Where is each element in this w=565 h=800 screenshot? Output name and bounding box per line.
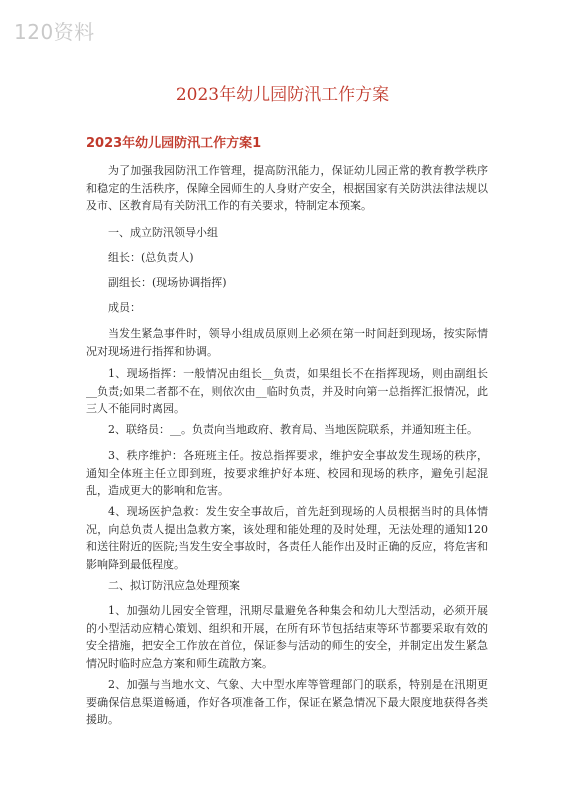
document-title: 2023年幼儿园防汛工作方案 [175, 85, 390, 105]
paragraph-item-command: 1、现场指挥：一般情况由组长__负责，如果组长不在指挥现场，则由副组长__负责;如果二者都不在，则依次由__临时负责，并及时向第一总指挥汇报情况，此三人不能同时离园。 [86, 367, 488, 415]
paragraph-item-liaison: 2、联络员：__。负责向当地政府、教育局、当地医院联系，并通知班主任。 [108, 423, 478, 436]
paragraph-deputy: 副组长：(现场协调指挥) [108, 276, 227, 289]
paragraph-plan-2: 2、加强与当地水文、气象、大中型水库等管理部门的联系，特别是在汛期更要确保信息渠道畅通，作好各项准备工作，保证在紧急情况下最大限度地获得各类援助。 [86, 678, 488, 726]
paragraph-emergency: 当发生紧急事件时，领导小组成员原则上必须在第一时间赶到现场，按实际情况对现场进行指挥和协调。 [86, 327, 488, 358]
paragraph-item-medical: 4、现场医护急救：发生安全事故后，首先赶到现场的人员根据当时的具体情况，向总负责人提出急救方案，该处理和能处理的及时处理，无法处理的通知120和送往附近的医院;当发生安全事故时，各责任人能作出及时正确的反应，将危害和影响降到最低程度。 [86, 505, 488, 571]
section-heading: 2023年幼儿园防汛工作方案1 [86, 136, 262, 151]
paragraph-members: 成员： [108, 301, 141, 314]
paragraph-plan-1: 1、加强幼儿园安全管理，汛期尽量避免各种集会和幼儿大型活动，必须开展的小型活动应精心策划、组织和开展，在所有环节包括结束等环节都要采取有效的安全措施，把安全工作放在首位，保证参与活动的师生的安全，并制定出发生紧急情况时临时应急方案和师生疏散方案。 [86, 604, 488, 670]
watermark-logo: 120资料 [14, 20, 95, 44]
paragraph-item-order: 3、秩序维护：各班班主任。按总指挥要求，维护安全事故发生现场的秩序，通知全体班主任立即到班，按要求维护好本班、校园和现场的秩序，避免引起混乱，造成更大的影响和危害。 [86, 449, 488, 497]
paragraph-leader: 组长：(总负责人) [108, 251, 194, 264]
paragraph-intro: 为了加强我园防汛工作管理，提高防汛能力，保证幼儿园正常的教育教学秩序和稳定的生活秩序，保障全园师生的人身财产安全，根据国家有关防洪法律法规以及市、区教育局有关防汛工作的有关要求，特制定本预案。 [86, 164, 488, 212]
paragraph-heading-2: 二、拟订防汛应急处理预案 [108, 579, 240, 592]
paragraph-heading-1: 一、成立防汛领导小组 [108, 226, 218, 239]
